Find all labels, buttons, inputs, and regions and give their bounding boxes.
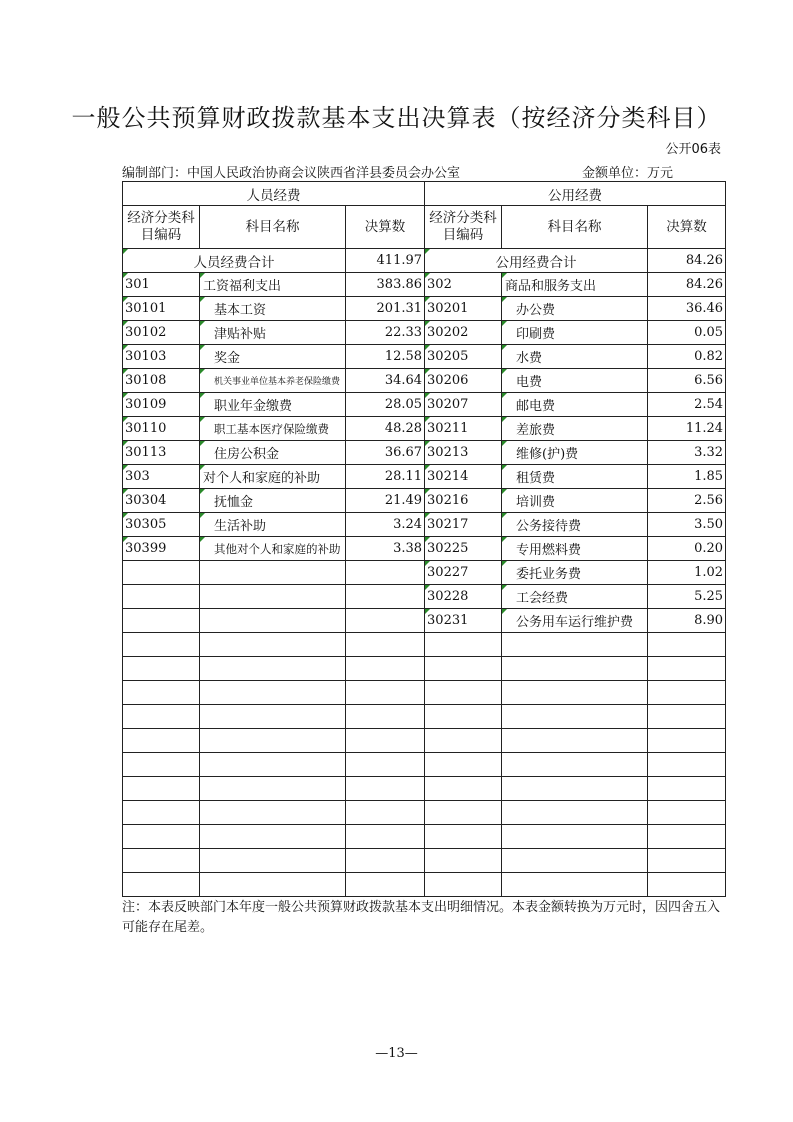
left-name-cell: 工资福利支出 [200,273,346,297]
left-name-cell: 机关事业单位基本养老保险缴费 [200,369,346,393]
page-title: 一般公共预算财政拨款基本支出决算表（按经济分类科目） [71,104,722,132]
left-code-cell: 30399 [123,537,200,561]
right-amount-cell [648,777,726,801]
left-name-cell [200,753,346,777]
left-amount-cell [346,585,425,609]
left-code-cell [123,753,200,777]
personnel-header: 人员经费 [123,182,425,206]
right-name-cell [502,681,648,705]
left-name-cell [200,633,346,657]
right-amount-cell: 6.56 [648,369,726,393]
right-code-cell: 30214 [425,465,502,489]
right-code-cell [425,873,502,897]
left-name-cell: 奖金 [200,345,346,369]
left-code-cell: 303 [123,465,200,489]
right-name-cell [502,753,648,777]
table-row [123,273,726,297]
left-amount-cell [346,825,425,849]
left-code-cell: 30103 [123,345,200,369]
left-name-cell [200,657,346,681]
personnel-total-value: 411.97 [346,249,425,273]
table-row [123,465,726,489]
table-row [123,705,726,729]
left-name-cell [200,585,346,609]
form-code: 公开06表 [665,142,721,157]
left-amount-cell: 28.05 [346,393,425,417]
right-code-cell: 302 [425,273,502,297]
left-amount-cell: 201.31 [346,297,425,321]
right-amount-cell: 36.46 [648,297,726,321]
left-code-cell [123,777,200,801]
left-code-cell [123,705,200,729]
left-name-cell [200,777,346,801]
left-code-cell [123,825,200,849]
left-code-cell: 30101 [123,297,200,321]
right-amount-cell: 0.20 [648,537,726,561]
right-amount-cell: 0.05 [648,321,726,345]
right-name-cell [502,873,648,897]
table-row [123,801,726,825]
right-amount-cell: 2.54 [648,393,726,417]
group-header-row [123,182,726,206]
left-code-cell [123,585,200,609]
total-row [123,249,726,273]
right-amount-cell [648,729,726,753]
table-row [123,729,726,753]
left-code-cell [123,561,200,585]
left-amount-cell [346,873,425,897]
left-code-cell [123,801,200,825]
left-amount-cell [346,681,425,705]
right-name-cell [502,657,648,681]
table-row [123,561,726,585]
right-code-cell [425,681,502,705]
left-code-cell [123,849,200,873]
left-name-cell: 职业年金缴费 [200,393,346,417]
right-name-cell [502,801,648,825]
table-row [123,417,726,441]
left-name-cell [200,801,346,825]
right-amount-cell [648,633,726,657]
right-code-cell: 30213 [425,441,502,465]
left-amount-cell: 12.58 [346,345,425,369]
table-row [123,489,726,513]
left-amount-cell: 383.86 [346,273,425,297]
public-total-label: 公用经费合计 [425,249,648,273]
left-code-cell [123,873,200,897]
right-code-cell [425,777,502,801]
right-name-cell: 租赁费 [502,465,648,489]
left-amount-cell [346,801,425,825]
left-name-cell [200,681,346,705]
right-code-cell: 30227 [425,561,502,585]
right-amount-cell [648,849,726,873]
right-amount-cell: 8.90 [648,609,726,633]
left-name-cell: 津贴补贴 [200,321,346,345]
column-header-row [123,206,726,249]
right-name-cell: 电费 [502,369,648,393]
left-code-cell: 30113 [123,441,200,465]
left-name-cell [200,849,346,873]
right-name-cell: 维修(护)费 [502,441,648,465]
left-name-cell [200,561,346,585]
left-code-cell: 30305 [123,513,200,537]
amount-col-header-left: 决算数 [346,206,425,249]
left-amount-cell [346,633,425,657]
table-row [123,345,726,369]
right-amount-cell [648,705,726,729]
right-amount-cell [648,801,726,825]
table-row [123,609,726,633]
right-code-cell: 30202 [425,321,502,345]
right-code-cell: 30206 [425,369,502,393]
left-amount-cell [346,777,425,801]
right-name-cell: 公务接待费 [502,513,648,537]
table-row [123,513,726,537]
left-amount-cell: 48.28 [346,417,425,441]
right-code-cell [425,825,502,849]
left-name-cell [200,705,346,729]
left-amount-cell: 34.64 [346,369,425,393]
right-code-cell: 30217 [425,513,502,537]
left-code-cell [123,633,200,657]
code-col-header-right: 经济分类科目编码 [425,206,502,249]
right-amount-cell: 1.85 [648,465,726,489]
right-code-cell: 30216 [425,489,502,513]
right-amount-cell: 0.82 [648,345,726,369]
left-amount-cell [346,753,425,777]
left-code-cell [123,657,200,681]
right-name-cell [502,705,648,729]
right-code-cell: 30201 [425,297,502,321]
table-row [123,537,726,561]
table-row [123,777,726,801]
right-name-cell: 工会经费 [502,585,648,609]
right-code-cell: 30231 [425,609,502,633]
left-amount-cell [346,849,425,873]
right-code-cell [425,753,502,777]
right-code-cell [425,849,502,873]
right-code-cell [425,801,502,825]
right-code-cell: 30207 [425,393,502,417]
expenditure-table [122,181,726,897]
right-code-cell: 30228 [425,585,502,609]
right-code-cell: 30205 [425,345,502,369]
table-row [123,633,726,657]
left-code-cell: 301 [123,273,200,297]
right-amount-cell [648,657,726,681]
left-code-cell [123,609,200,633]
right-amount-cell [648,825,726,849]
left-name-cell: 对个人和家庭的补助 [200,465,346,489]
name-col-header-left: 科目名称 [200,206,346,249]
table-row [123,825,726,849]
right-amount-cell: 2.56 [648,489,726,513]
table-row [123,753,726,777]
left-amount-cell: 22.33 [346,321,425,345]
right-name-cell: 委托业务费 [502,561,648,585]
left-name-cell [200,825,346,849]
table-row [123,849,726,873]
left-name-cell: 抚恤金 [200,489,346,513]
right-name-cell [502,633,648,657]
table-row [123,441,726,465]
table-row [123,585,726,609]
right-amount-cell [648,681,726,705]
right-name-cell: 商品和服务支出 [502,273,648,297]
left-name-cell: 生活补助 [200,513,346,537]
left-amount-cell [346,657,425,681]
public-total-value: 84.26 [648,249,726,273]
left-name-cell [200,609,346,633]
left-code-cell: 30108 [123,369,200,393]
name-col-header-right: 科目名称 [502,206,648,249]
left-name-cell: 住房公积金 [200,441,346,465]
code-col-header-left: 经济分类科目编码 [123,206,200,249]
left-amount-cell [346,729,425,753]
left-name-cell [200,873,346,897]
right-amount-cell: 3.50 [648,513,726,537]
left-name-cell: 基本工资 [200,297,346,321]
right-code-cell [425,705,502,729]
right-code-cell: 30211 [425,417,502,441]
right-code-cell [425,729,502,753]
left-code-cell [123,681,200,705]
department-label: 编制部门：中国人民政治协商会议陕西省洋县委员会办公室 [122,166,461,181]
right-amount-cell: 11.24 [648,417,726,441]
left-amount-cell [346,705,425,729]
left-code-cell: 30304 [123,489,200,513]
right-name-cell: 印刷费 [502,321,648,345]
right-code-cell: 30225 [425,537,502,561]
right-amount-cell [648,873,726,897]
table-row [123,321,726,345]
left-code-cell: 30110 [123,417,200,441]
right-name-cell [502,849,648,873]
table-row [123,681,726,705]
table-row [123,369,726,393]
right-name-cell: 培训费 [502,489,648,513]
right-name-cell: 公务用车运行维护费 [502,609,648,633]
left-amount-cell [346,609,425,633]
left-amount-cell: 3.24 [346,513,425,537]
right-name-cell [502,825,648,849]
right-name-cell: 专用燃料费 [502,537,648,561]
right-name-cell: 差旅费 [502,417,648,441]
left-code-cell: 30102 [123,321,200,345]
right-amount-cell: 1.02 [648,561,726,585]
right-code-cell [425,657,502,681]
left-name-cell: 职工基本医疗保险缴费 [200,417,346,441]
right-name-cell: 邮电费 [502,393,648,417]
left-name-cell [200,729,346,753]
right-name-cell: 水费 [502,345,648,369]
public-header: 公用经费 [425,182,726,206]
right-amount-cell: 5.25 [648,585,726,609]
right-amount-cell: 3.32 [648,441,726,465]
left-amount-cell: 28.11 [346,465,425,489]
unit-label: 金额单位：万元 [582,166,674,181]
left-amount-cell: 3.38 [346,537,425,561]
left-code-cell: 30109 [123,393,200,417]
page-number: —13— [375,1046,418,1061]
amount-col-header-right: 决算数 [648,206,726,249]
left-name-cell: 其他对个人和家庭的补助 [200,537,346,561]
table-row [123,297,726,321]
right-name-cell [502,729,648,753]
left-code-cell [123,729,200,753]
right-name-cell [502,777,648,801]
left-amount-cell [346,561,425,585]
right-amount-cell: 84.26 [648,273,726,297]
footnote: 注：本表反映部门本年度一般公共预算财政拨款基本支出明细情况。本表金额转换为万元时，因四舍五入可能存在尾差。 [122,900,721,935]
right-name-cell: 办公费 [502,297,648,321]
left-amount-cell: 21.49 [346,489,425,513]
table-row [123,393,726,417]
left-amount-cell: 36.67 [346,441,425,465]
table-row [123,657,726,681]
right-amount-cell [648,753,726,777]
table-row [123,873,726,897]
right-code-cell [425,633,502,657]
personnel-total-label: 人员经费合计 [123,249,346,273]
